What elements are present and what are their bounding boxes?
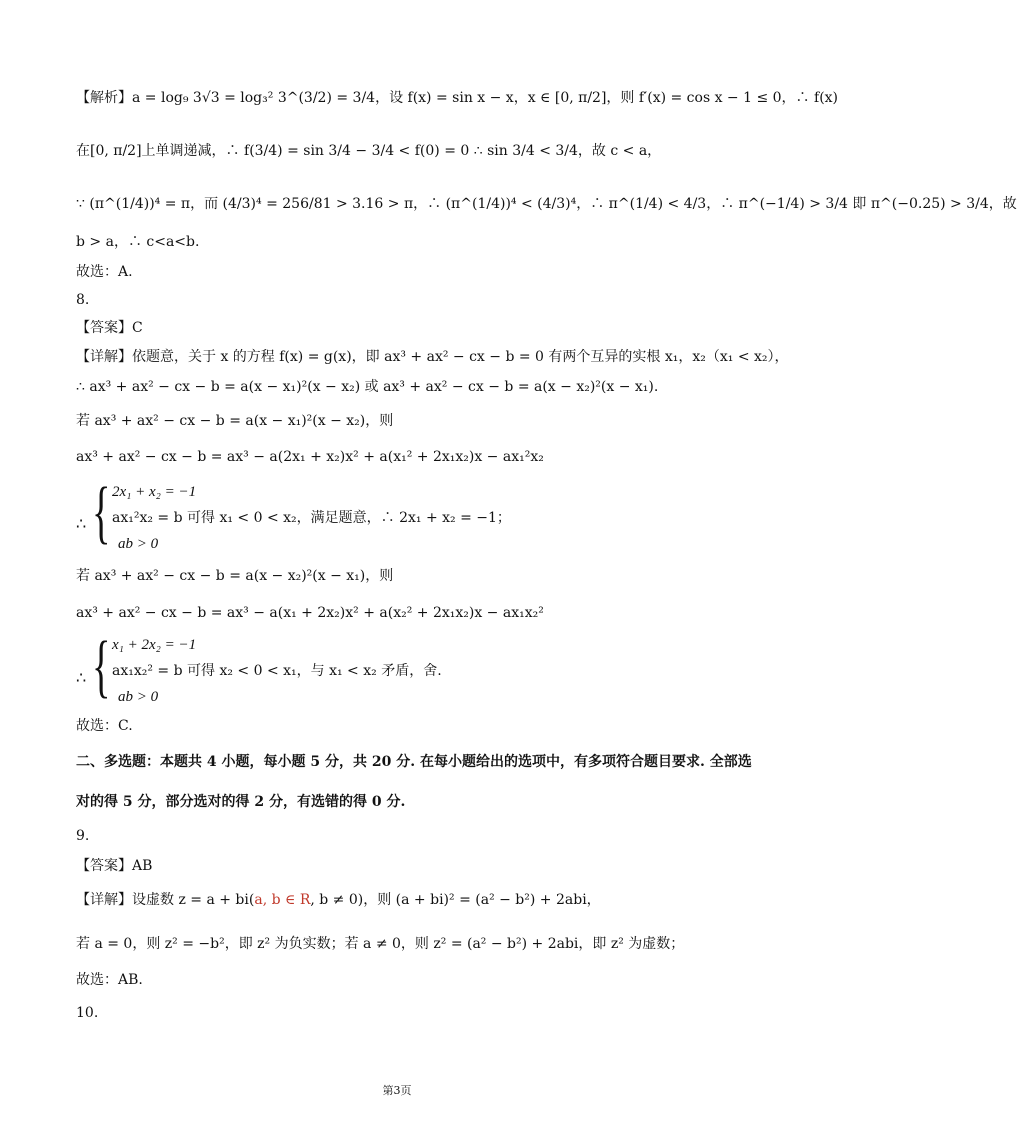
detail-line-6: ax³ + ax² − cx − b = ax³ − a(x₁ + 2x₂)x² + a(x₂² + 2x₁x₂)x − ax₁x₂² <box>76 605 544 621</box>
detail-9-highlight: a, b ∈ R <box>254 892 311 908</box>
detail-9-suffix: , b ≠ 0)，则 (a + bi)² = (a² − b²) + 2abi， <box>310 892 601 908</box>
system1-eq3: ab > 0 <box>118 536 159 552</box>
answer-choice-9: 故选：AB. <box>76 972 143 988</box>
detail-line-3: 若 ax³ + ax² − cx − b = a(x − x₁)²(x − x₂)，则 <box>76 413 394 429</box>
system1-eq1: 2x₁ + x₂ = −1 <box>112 484 197 500</box>
system1-eq2: ax₁²x₂ = b 可得 x₁ < 0 < x₂，满足题意，∴ 2x₁ + x₂ = −1； <box>112 510 511 526</box>
system2-eq2: ax₁x₂² = b 可得 x₂ < 0 < x₁，与 x₁ < x₂ 矛盾，舍. <box>112 663 442 679</box>
therefore-symbol-2: ∴ <box>76 668 87 687</box>
question-number-8: 8. <box>76 292 90 308</box>
section-heading-line-2: 对的得 5 分，部分选对的得 2 分，有选错的得 0 分. <box>76 794 406 810</box>
detail-line-5: 若 ax³ + ax² − cx − b = a(x − x₂)²(x − x₁)，则 <box>76 568 394 584</box>
solution-line-3: ∵ (π^(1/4))⁴ = π，而 (4/3)⁴ = 256/81 > 3.16 > π，∴ (π^(1/4))⁴ < (4/3)⁴，∴ π^(1/4) < 4/3，∴ π^(−1/4) > 3/4 即 π^(−0.25) > 3/4，故 <box>76 196 1017 212</box>
brace-2: { <box>92 628 111 705</box>
answer-label-9: 【答案】AB <box>76 858 153 874</box>
detail-line-2: ∴ ax³ + ax² − cx − b = a(x − x₁)²(x − x₂) 或 ax³ + ax² − cx − b = a(x − x₂)²(x − x₁). <box>76 379 659 395</box>
answer-label-8: 【答案】C <box>76 320 143 336</box>
detail-line-1: 【详解】依题意，关于 x 的方程 f(x) = g(x)，即 ax³ + ax² − cx − b = 0 有两个互异的实根 x₁，x₂（x₁ < x₂）， <box>76 349 789 365</box>
question-number-9: 9. <box>76 828 90 844</box>
solution-line-2: 在[0, π/2]上单调递减，∴ f(3/4) = sin 3/4 − 3/4 < f(0) = 0 ∴ sin 3/4 < 3/4，故 c < a， <box>76 143 662 159</box>
therefore-symbol-1: ∴ <box>76 514 87 533</box>
page-number: 第3页 <box>382 1084 412 1097</box>
system2-eq1: x₁ + 2x₂ = −1 <box>112 637 197 653</box>
answer-choice-8: 故选：C. <box>76 718 133 734</box>
system2-eq3: ab > 0 <box>118 689 159 705</box>
solution-line-1: 【解析】a = log₉ 3√3 = log₃² 3^(3/2) = 3/4，设 f(x) = sin x − x，x ∈ [0, π/2]，则 f′(x) = cos x − 1 ≤ 0，∴ f(x) <box>76 90 839 106</box>
question-number-10: 10. <box>76 1005 99 1021</box>
answer-choice-7: 故选：A. <box>76 264 133 280</box>
detail-line-9-2: 若 a = 0，则 z² = −b²，即 z² 为负实数；若 a ≠ 0，则 z² = (a² − b²) + 2abi，即 z² 为虚数； <box>76 936 685 952</box>
detail-line-4: ax³ + ax² − cx − b = ax³ − a(2x₁ + x₂)x² + a(x₁² + 2x₁x₂)x − ax₁²x₂ <box>76 449 544 465</box>
brace-1: { <box>92 474 111 551</box>
section-heading-line-1: 二、多选题：本题共 4 小题，每小题 5 分，共 20 分. 在每小题给出的选项中，有多项符合题目要求. 全部选 <box>76 754 752 770</box>
solution-line-4: b > a，∴ c<a<b. <box>76 234 200 250</box>
detail-line-9-1 <box>76 890 601 910</box>
detail-9-prefix: 【详解】设虚数 z = a + bi( <box>76 892 255 908</box>
